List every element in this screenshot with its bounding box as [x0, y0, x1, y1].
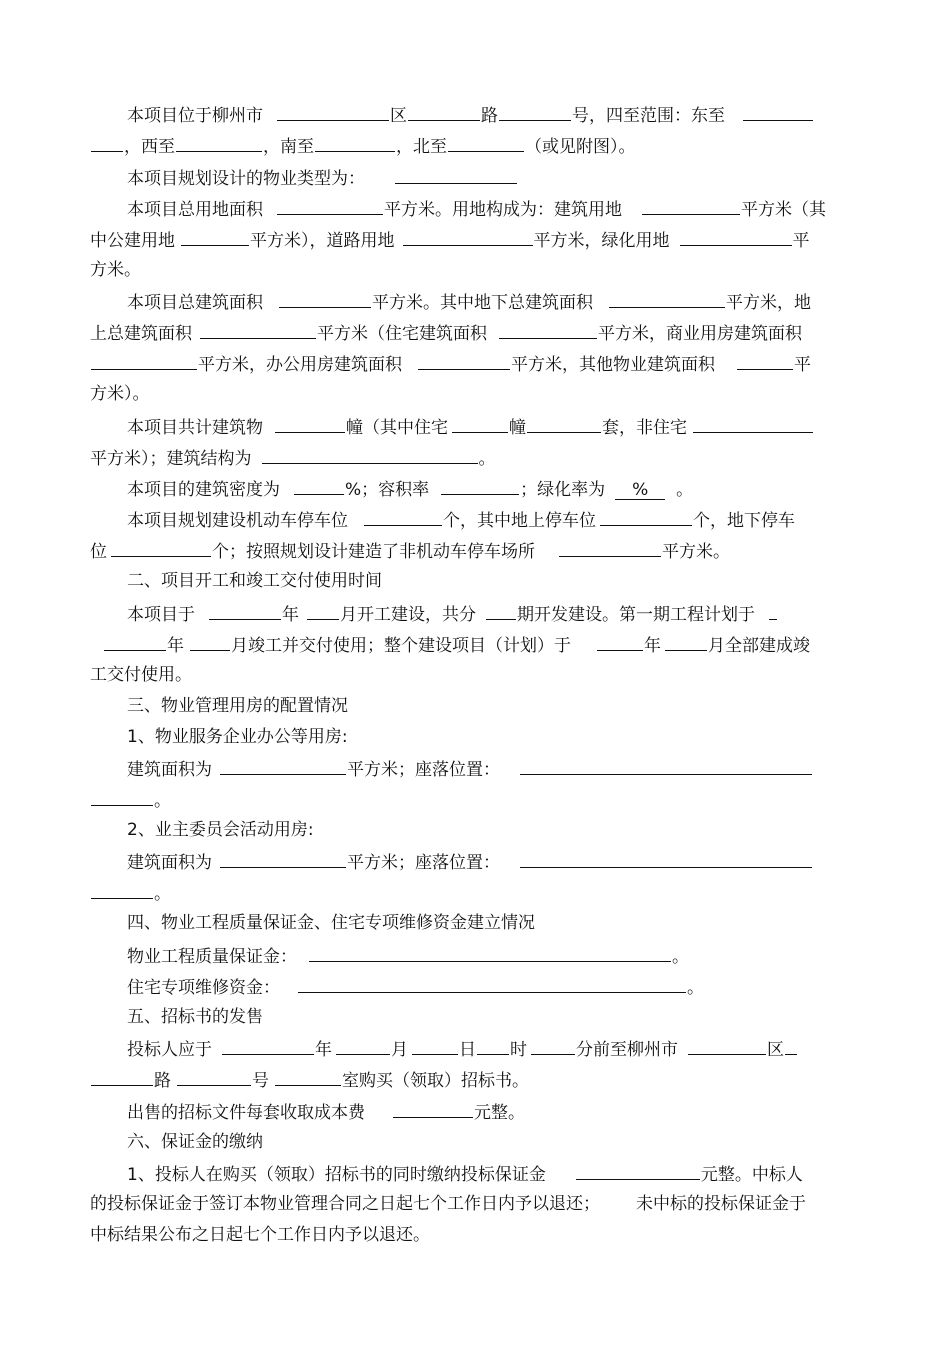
blank-complete-year[interactable]	[597, 633, 643, 651]
blank-bid-deposit[interactable]	[576, 1162, 700, 1180]
text: ；绿化率为	[520, 480, 606, 500]
text: 幢	[509, 418, 526, 438]
text: 月全部建成竣	[708, 636, 810, 656]
blank-property-type[interactable]	[395, 166, 517, 184]
text: 月竣工并交付使用；整个建设项目（计划）于	[231, 636, 571, 656]
land-line-3	[90, 259, 141, 281]
blank-sale-year[interactable]	[222, 1037, 314, 1055]
text: 年	[644, 636, 661, 656]
text: 平方米；座落位置：	[347, 760, 500, 780]
text: %	[345, 480, 362, 500]
blank-public-land[interactable]	[181, 228, 249, 246]
blank-parking-total[interactable]	[364, 508, 442, 526]
blank-bike-parking[interactable]	[559, 539, 661, 557]
blank-phase1-year-start[interactable]	[769, 602, 777, 620]
blank-nonresidential[interactable]	[693, 415, 813, 433]
text: 期开发建设。第一期工程计划于	[517, 605, 755, 625]
text: 平	[794, 355, 811, 375]
blank-green-land[interactable]	[680, 228, 792, 246]
text: 元整。	[474, 1103, 525, 1123]
blank-total-land[interactable]	[277, 197, 383, 215]
maintenance-fund-line	[127, 975, 704, 997]
deposit-line-2	[90, 1193, 806, 1215]
blank-residential-area[interactable]	[499, 321, 597, 339]
text: 建筑面积为	[127, 760, 212, 780]
blank-east-cont[interactable]	[91, 134, 123, 152]
text: 。	[154, 791, 171, 811]
text: 1、投标人在购买（领取）招标书的同时缴纳投标保证金	[127, 1165, 546, 1185]
text: 区	[390, 106, 407, 126]
building-line-1	[127, 415, 814, 437]
blank-east[interactable]	[743, 103, 813, 121]
text: 年	[167, 636, 184, 656]
blank-building-count[interactable]	[275, 415, 345, 433]
text: 路	[154, 1071, 171, 1091]
text: 元整。中标人	[700, 1165, 803, 1185]
text: ；容积率	[361, 480, 430, 500]
committee-room-line-1	[127, 850, 813, 872]
text: 平方米，商业用房建筑面积	[598, 324, 802, 344]
blank-density[interactable]	[294, 477, 344, 495]
blank-maintenance-fund[interactable]	[298, 975, 686, 993]
text: 平方米；座落位置：	[347, 853, 500, 873]
location-line-2	[90, 134, 636, 156]
blank-committee-room-area[interactable]	[220, 850, 346, 868]
subheading-1: 1、物业服务企业办公等用房:	[127, 727, 348, 747]
schedule-line-1	[127, 602, 778, 624]
text: 月	[391, 1040, 408, 1060]
text: 投标人应于	[127, 1040, 212, 1060]
blank-office-room-location-cont[interactable]	[91, 788, 153, 806]
blank-quality-deposit[interactable]	[309, 944, 671, 962]
text: 住宅专项维修资金：	[127, 978, 280, 998]
parking-line-2	[90, 539, 730, 561]
text: 平方米），道路用地	[250, 231, 395, 251]
blank-commercial-area[interactable]	[91, 352, 197, 370]
blank-sale-month[interactable]	[336, 1037, 390, 1055]
text: 套，非住宅	[602, 418, 687, 438]
blank-sale-room[interactable]	[275, 1068, 341, 1086]
blank-building-land[interactable]	[642, 197, 740, 215]
blank-complete-month[interactable]	[665, 633, 707, 651]
area-line-4	[90, 383, 150, 405]
blank-aboveground-area[interactable]	[200, 321, 316, 339]
section-heading-6: 六、保证金的缴纳	[127, 1132, 263, 1152]
text: 平方米，地	[726, 293, 811, 313]
blank-phase1-month[interactable]	[190, 633, 230, 651]
text: 未中标的投标保证金于	[636, 1194, 806, 1214]
subheading-2: 2、业主委员会活动用房:	[127, 820, 314, 840]
text: 本项目于	[127, 605, 195, 625]
land-line-1	[127, 197, 826, 219]
text: 。	[478, 449, 496, 469]
text: ，西至	[124, 137, 175, 157]
text: 。	[676, 480, 694, 500]
text: 个；按照规划设计建造了非机动车停车场所	[212, 542, 535, 562]
text: 号	[252, 1071, 269, 1091]
text: ，北至	[396, 137, 447, 157]
text: 平方米，绿化用地	[533, 231, 670, 251]
text: 中公建用地	[90, 231, 175, 251]
text: 个，地下停车	[693, 511, 795, 531]
blank-sale-road-start[interactable]	[785, 1037, 797, 1055]
text: 方米。	[90, 260, 141, 280]
blank-sale-minute[interactable]	[531, 1037, 575, 1055]
blank-green-rate[interactable]	[615, 482, 665, 500]
text: 室购买（领取）招标书。	[342, 1071, 529, 1091]
area-line-3	[90, 352, 811, 374]
text: 个，其中地上停车位	[443, 511, 596, 531]
blank-road-land[interactable]	[403, 228, 533, 246]
area-line-1	[127, 290, 811, 312]
deposit-line-1	[127, 1162, 803, 1184]
office-room-line-2	[90, 788, 171, 810]
blank-west[interactable]	[176, 134, 262, 152]
parking-line-1	[127, 508, 795, 530]
text: 本项目位于柳州市	[127, 106, 263, 126]
blank-units[interactable]	[527, 415, 601, 433]
area-line-2	[90, 321, 802, 343]
text: ，南至	[263, 137, 314, 157]
blank-committee-room-location[interactable]	[520, 850, 812, 868]
text: 分前至柳州市	[576, 1040, 678, 1060]
blank-committee-room-location-cont[interactable]	[91, 881, 153, 899]
schedule-line-3	[90, 664, 192, 686]
blank-parking-underground[interactable]	[111, 539, 211, 557]
blank-phases[interactable]	[486, 602, 516, 620]
text: 中标结果公布之日起七个工作日内予以退还。	[90, 1225, 430, 1245]
section-heading-5: 五、招标书的发售	[127, 1007, 263, 1027]
land-line-2	[90, 228, 810, 250]
text: 日	[459, 1040, 476, 1060]
text: 平	[792, 231, 810, 251]
section-heading-2: 二、项目开工和竣工交付使用时间	[127, 571, 382, 591]
blank-office-room-location[interactable]	[520, 757, 812, 775]
text: 时	[510, 1040, 527, 1060]
text: 区	[767, 1040, 784, 1060]
quality-deposit-line	[127, 944, 689, 966]
section-heading-4: 四、物业工程质量保证金、住宅专项维修资金建立情况	[127, 913, 535, 933]
blank-start-month[interactable]	[307, 602, 339, 620]
blank-sale-district[interactable]	[688, 1037, 766, 1055]
doc-fee-line	[127, 1100, 525, 1122]
blank-parking-ground[interactable]	[600, 508, 692, 526]
text: 本项目共计建筑物	[127, 418, 263, 438]
blank-phase1-year[interactable]	[104, 633, 166, 651]
text: 平方米）；建筑结构为	[90, 449, 252, 469]
text: 年	[282, 605, 299, 625]
blank-sale-hour[interactable]	[477, 1037, 509, 1055]
text: 平方米，其他物业建筑面积	[511, 355, 715, 375]
text: 平方米，办公用房建筑面积	[198, 355, 402, 375]
blank-start-year[interactable]	[209, 602, 281, 620]
deposit-line-3	[90, 1224, 430, 1246]
text: 的投标保证金于签订本物业管理合同之日起七个工作日内予以退还；	[90, 1194, 600, 1214]
text: 平方米。用地构成为：建筑用地	[384, 200, 622, 220]
text: 年	[315, 1040, 332, 1060]
percent-sign: %	[632, 480, 649, 500]
blank-road[interactable]	[408, 103, 480, 121]
office-room-line-1	[127, 757, 813, 779]
blank-underground-area[interactable]	[609, 290, 725, 308]
text: 平方米。其中地下总建筑面积	[372, 293, 593, 313]
density-line	[127, 477, 693, 499]
text: 方米）。	[90, 384, 150, 404]
location-line-1	[127, 103, 814, 125]
text: 物业工程质量保证金：	[127, 947, 297, 967]
sale-time-line-2	[90, 1068, 529, 1090]
section-heading-3: 三、物业管理用房的配置情况	[127, 696, 348, 716]
blank-sale-day[interactable]	[412, 1037, 458, 1055]
blank-sale-number[interactable]	[177, 1068, 251, 1086]
blank-office-room-area[interactable]	[220, 757, 346, 775]
text: 建筑面积为	[127, 853, 212, 873]
blank-doc-fee[interactable]	[393, 1100, 473, 1118]
sale-time-line-1	[127, 1037, 798, 1059]
text: 工交付使用。	[90, 665, 192, 685]
text: 位	[90, 542, 107, 562]
text: 月开工建设，共分	[340, 605, 476, 625]
text: 平方米（住宅建筑面积	[317, 324, 487, 344]
text: （或见附图）。	[525, 137, 636, 157]
blank-residential-count[interactable]	[452, 415, 508, 433]
blank-number[interactable]	[499, 103, 571, 121]
blank-plot-ratio[interactable]	[441, 477, 519, 495]
text: 出售的招标文件每套收取成本费	[127, 1103, 365, 1123]
text: 本项目的建筑密度为	[127, 480, 280, 500]
text: 。	[154, 884, 171, 904]
text: 本项目总用地面积	[127, 200, 263, 220]
building-line-2	[90, 446, 496, 468]
blank-south[interactable]	[315, 134, 395, 152]
blank-north[interactable]	[448, 134, 524, 152]
committee-room-line-2	[90, 881, 171, 903]
text: 。	[672, 947, 689, 967]
blank-district[interactable]	[277, 103, 389, 121]
text: 平方米。	[662, 542, 730, 562]
property-type-line	[127, 166, 518, 188]
blank-other-area[interactable]	[737, 352, 793, 370]
text: 本项目总建筑面积	[127, 293, 263, 313]
text: 本项目规划设计的物业类型为：	[127, 169, 365, 189]
text: 号，四至范围：东至	[572, 106, 725, 126]
text: 。	[687, 978, 704, 998]
text: 路	[481, 106, 498, 126]
text: 平方米（其	[741, 200, 826, 220]
blank-office-area[interactable]	[418, 352, 510, 370]
blank-sale-road[interactable]	[91, 1068, 153, 1086]
blank-total-area[interactable]	[279, 290, 371, 308]
schedule-line-2	[90, 633, 810, 655]
blank-structure[interactable]	[262, 446, 478, 464]
text: 上总建筑面积	[90, 324, 192, 344]
text: 本项目规划建设机动车停车位	[127, 511, 348, 531]
text: 幢（其中住宅	[346, 418, 448, 438]
